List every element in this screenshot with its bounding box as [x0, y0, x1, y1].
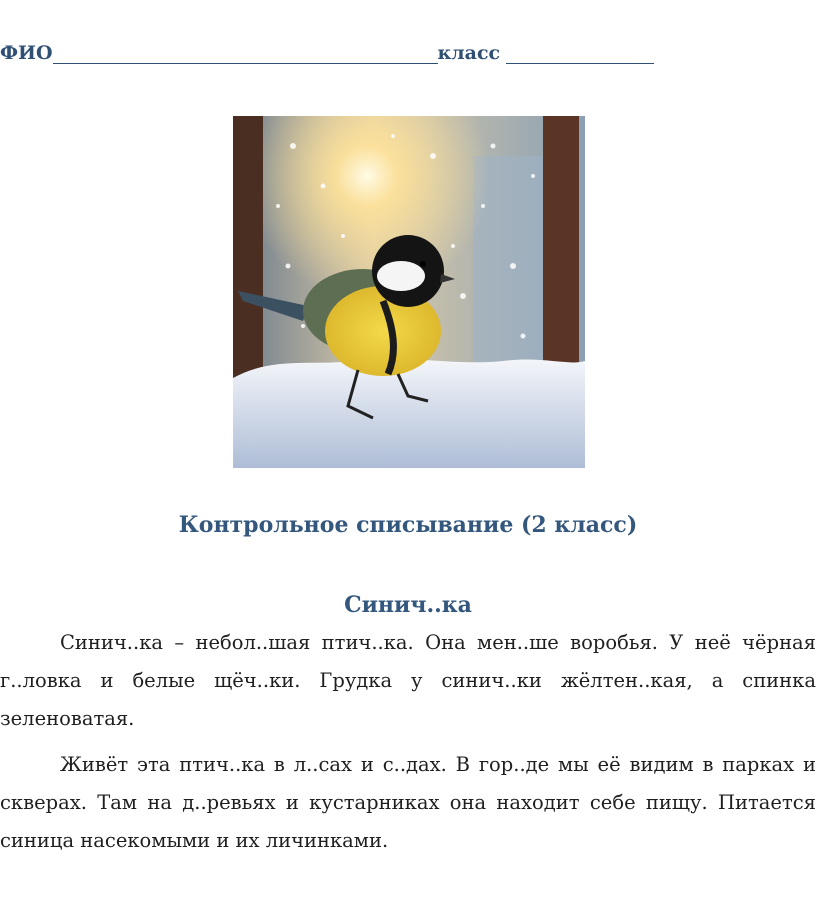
text-title: Синич..ка — [344, 592, 472, 618]
fio-blank-line — [53, 43, 438, 64]
paragraph-1: Синич..ка – небол..шая птич..ка. Она мен..ше воробья. У неё чёрная г..ловка и белые щёч..ки. Грудка у синич..ки жёлтен..кая, а спинка зеленоватая. — [0, 631, 816, 730]
page-title: Контрольное списывание (2 класс) — [178, 512, 638, 538]
titmouse-photo — [233, 116, 585, 468]
fio-label: ФИО — [0, 42, 53, 64]
class-label: класс — [437, 42, 501, 64]
name-class-header — [0, 42, 654, 64]
class-blank-line — [506, 43, 654, 64]
dictation-text — [0, 624, 816, 868]
paragraph-2: Живёт эта птич..ка в л..сах и с..дах. В гор..де мы её видим в парках и скверах. Там на д..ревьях и кустарниках она находит себе пищу. Питается синица насекомыми и их личинками. — [0, 753, 816, 852]
